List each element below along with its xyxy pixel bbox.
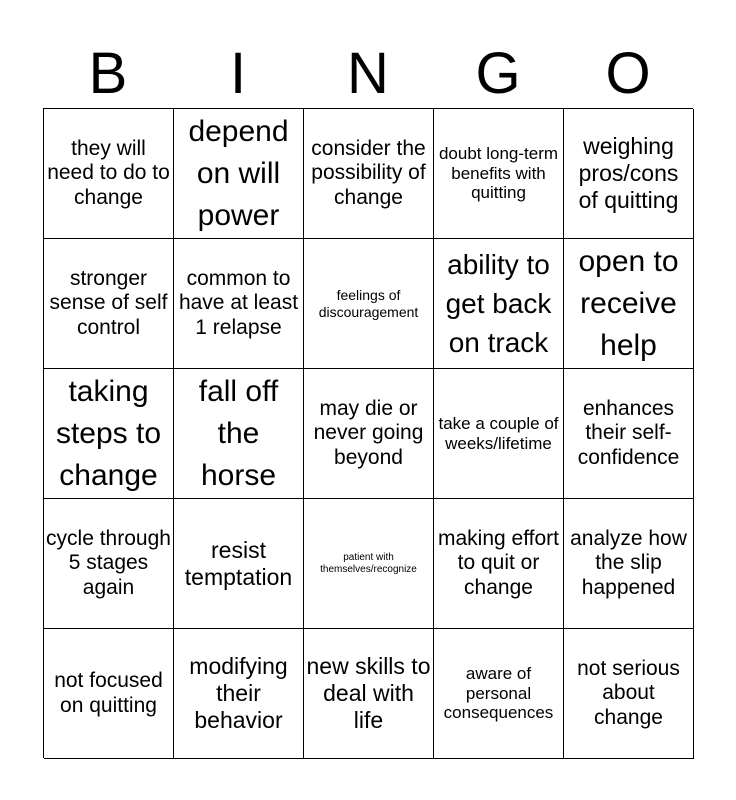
- cell-text: not serious about change: [577, 656, 680, 729]
- bingo-cell[interactable]: [434, 629, 564, 759]
- bingo-cell[interactable]: [434, 109, 564, 239]
- cell-text: they will need to do to change: [47, 136, 170, 209]
- cell-text: taking steps to change: [55, 374, 162, 492]
- cell-text: making effort to quit or change: [437, 526, 559, 599]
- header-letter-n: N: [347, 41, 389, 106]
- cell-text: patient with themselves/recognize: [320, 551, 417, 575]
- bingo-cell[interactable]: [174, 109, 304, 239]
- bingo-cell[interactable]: [304, 629, 434, 759]
- bingo-header: [43, 40, 693, 108]
- bingo-cell[interactable]: [44, 109, 174, 239]
- bingo-cell[interactable]: [564, 629, 694, 759]
- cell-text: analyze how the slip happened: [570, 526, 687, 599]
- cell-text: open to receive help: [578, 244, 679, 362]
- cell-text: new skills to deal with life: [306, 653, 431, 733]
- bingo-cell[interactable]: [174, 369, 304, 499]
- cell-text: consider the possibility of change: [311, 136, 426, 209]
- bingo-cell[interactable]: [174, 239, 304, 369]
- cell-text: take a couple of weeks/lifetime: [438, 413, 559, 453]
- bingo-cell[interactable]: [304, 239, 434, 369]
- cell-text: depend on will power: [188, 114, 289, 232]
- bingo-cell[interactable]: [44, 499, 174, 629]
- bingo-cell[interactable]: [434, 499, 564, 629]
- bingo-cell[interactable]: [44, 369, 174, 499]
- bingo-cell[interactable]: [304, 369, 434, 499]
- cell-text: doubt long-term benefits with quitting: [438, 143, 559, 203]
- cell-text: resist temptation: [184, 536, 293, 590]
- cell-text: cycle through 5 stages again: [46, 526, 171, 599]
- cell-text: weighing pros/cons of quitting: [578, 133, 679, 213]
- bingo-cell[interactable]: [174, 499, 304, 629]
- bingo-cell[interactable]: [434, 239, 564, 369]
- header-letter-g: G: [475, 41, 521, 106]
- cell-text: enhances their self-confidence: [577, 396, 680, 469]
- bingo-cell[interactable]: [304, 109, 434, 239]
- cell-text: fall off the horse: [198, 374, 279, 492]
- cell-text: common to have at least 1 relapse: [178, 266, 299, 339]
- bingo-cell[interactable]: [44, 629, 174, 759]
- bingo-cell[interactable]: [564, 369, 694, 499]
- header-letter-b: B: [88, 41, 128, 106]
- bingo-board: [43, 108, 693, 758]
- bingo-cell[interactable]: [564, 109, 694, 239]
- cell-text: aware of personal consequences: [443, 663, 554, 723]
- header-letter-o: O: [605, 41, 651, 106]
- header-letter-i: I: [229, 41, 247, 106]
- cell-text: feelings of discouragement: [318, 287, 419, 320]
- bingo-cell[interactable]: [44, 239, 174, 369]
- bingo-cell[interactable]: [174, 629, 304, 759]
- cell-text: stronger sense of self control: [49, 266, 168, 339]
- cell-text: ability to get back on track: [445, 248, 552, 359]
- cell-text: modifying their behavior: [189, 653, 288, 733]
- bingo-cell[interactable]: [564, 239, 694, 369]
- cell-text: may die or never going beyond: [313, 396, 424, 469]
- bingo-cell[interactable]: [564, 499, 694, 629]
- cell-text: not focused on quitting: [54, 668, 163, 717]
- bingo-cell[interactable]: [434, 369, 564, 499]
- bingo-cell[interactable]: [304, 499, 434, 629]
